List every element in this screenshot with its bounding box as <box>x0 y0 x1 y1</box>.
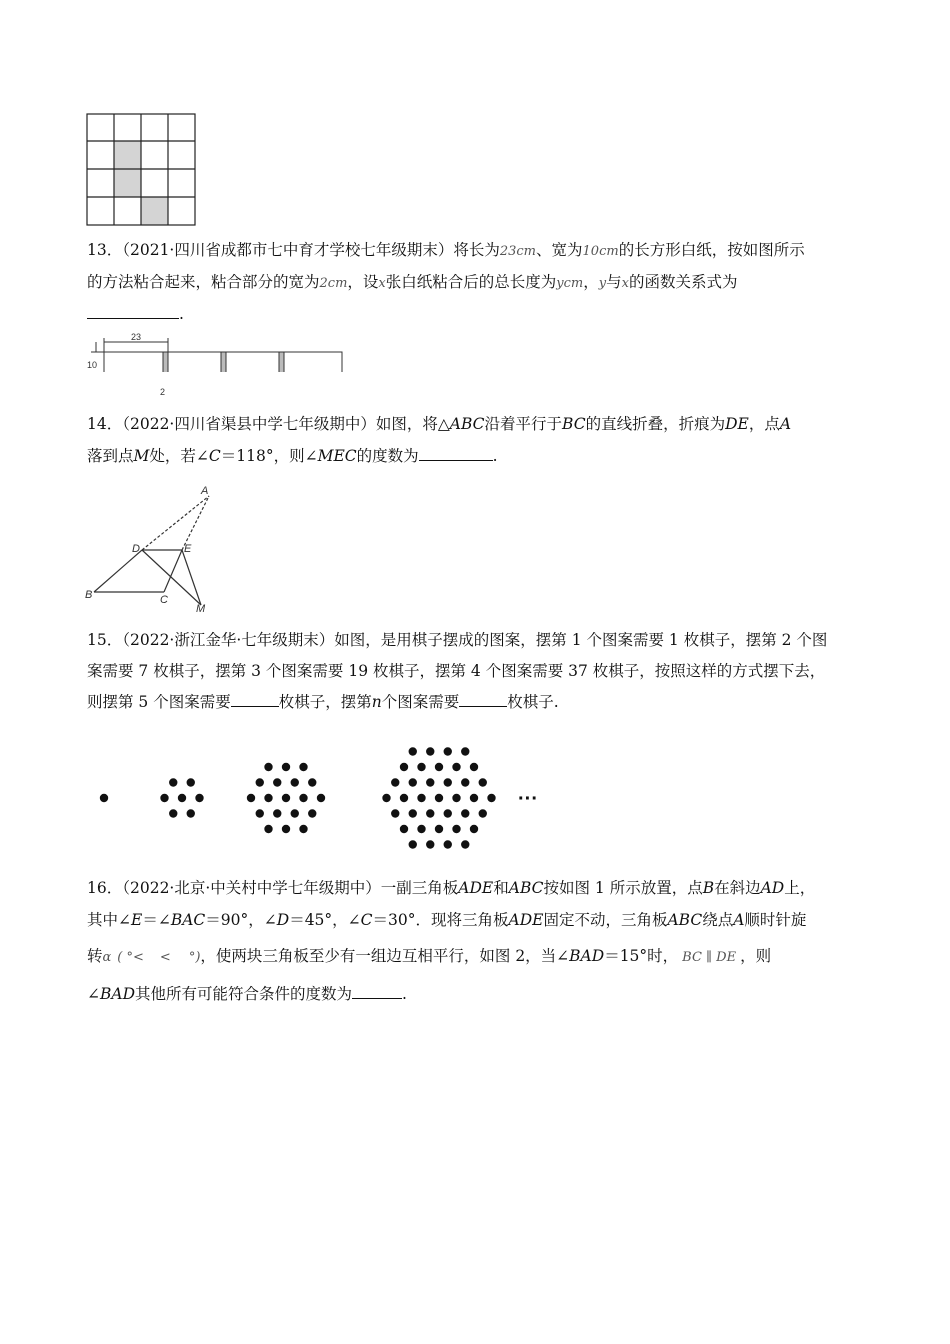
stone-dot <box>382 794 390 802</box>
stone-dot <box>444 747 452 755</box>
stone-dot <box>452 794 460 802</box>
answer-blank[interactable] <box>87 304 179 319</box>
stone-dot <box>400 825 408 833</box>
q13-line-3: . <box>87 304 184 324</box>
stone-dot <box>291 778 299 786</box>
grid-figure <box>86 113 198 227</box>
stone-dot <box>299 763 307 771</box>
stone-dot <box>479 809 487 817</box>
point-D-label: D <box>132 543 140 555</box>
answer-blank[interactable] <box>419 446 493 461</box>
stone-dot <box>299 794 307 802</box>
ellipsis: ··· <box>518 788 538 810</box>
stone-dot <box>169 778 177 786</box>
stone-dot <box>461 809 469 817</box>
q14-line-1: 14．（2022·四川省渠县中学七年级期中）如图，将△ABC沿着平行于BC的直线折叠，折痕为DE，点A <box>87 415 792 433</box>
stone-dot <box>282 763 290 771</box>
stone-dot <box>409 840 417 848</box>
stone-dot <box>400 763 408 771</box>
q13-width: 10cm <box>582 244 619 259</box>
q16-line-4: ∠BAD其他所有可能符合条件的度数为 . <box>87 985 407 1003</box>
stone-dot <box>299 825 307 833</box>
stone-dot <box>256 778 264 786</box>
stone-dot <box>417 825 425 833</box>
stone-dot <box>308 778 316 786</box>
stone-dot <box>470 763 478 771</box>
q14-number: 14． <box>87 415 123 433</box>
stone-dot <box>417 763 425 771</box>
glue-label: 2 <box>160 387 166 397</box>
stone-dot <box>291 809 299 817</box>
q13-line-2: 的方法粘合起来，粘合部分的宽为2cm，设x张白纸粘合后的总长度为ycm，y与x的函数关系式为 <box>87 273 738 291</box>
stone-dot <box>273 809 281 817</box>
q16-number: 16． <box>87 879 123 897</box>
stone-dot <box>264 825 272 833</box>
q13-number: 13． <box>87 241 123 259</box>
stone-dot <box>470 825 478 833</box>
q16-line-2: 其中∠E＝∠BAC＝90°，∠D＝45°，∠C＝30°．现将三角板ADE固定不动，三角板ABC绕点A顺时针旋 <box>87 911 807 929</box>
q13-length: 23cm <box>499 244 537 259</box>
stone-dot <box>461 778 469 786</box>
answer-blank[interactable] <box>231 692 279 707</box>
stone-dot <box>169 809 177 817</box>
stone-dot <box>452 763 460 771</box>
answer-blank[interactable] <box>352 984 402 999</box>
stone-dot <box>409 809 417 817</box>
stone-dot <box>282 794 290 802</box>
stone-dot <box>195 794 203 802</box>
stone-dot <box>391 809 399 817</box>
stone-dot <box>435 763 443 771</box>
stone-dot <box>470 794 478 802</box>
stone-dot <box>308 809 316 817</box>
stone-dot <box>282 825 290 833</box>
stone-dot <box>178 794 186 802</box>
stone-dot <box>100 794 108 802</box>
stone-dot <box>317 794 325 802</box>
stone-dot <box>461 840 469 848</box>
q15-line-3: 则摆第 5 个图案需要 枚棋子，摆第n个图案需要 枚棋子. <box>87 693 559 711</box>
q15-line-1: 15．（2022·浙江金华·七年级期末）如图，是用棋子摆成的图案，摆第 1 个图案需要 1 枚棋子，摆第 2 个图 <box>87 631 828 649</box>
q14-line-2: 落到点M处，若∠C＝118°，则∠MEC的度数为 . <box>87 447 498 465</box>
stone-dot <box>273 778 281 786</box>
width-label: 10 <box>87 360 98 370</box>
stone-dot <box>426 809 434 817</box>
stone-dot <box>461 747 469 755</box>
q15-number: 15． <box>87 631 123 649</box>
point-C-label: C <box>160 594 168 606</box>
stone-dot <box>160 794 168 802</box>
stone-dot <box>264 763 272 771</box>
stone-dot <box>479 778 487 786</box>
answer-blank[interactable] <box>459 692 507 707</box>
stone-patterns-figure <box>90 732 560 864</box>
q16-line-1: 16．（2022·北京·中关村中学七年级期中）一副三角板ADE和ABC按如图 1 所示放置，点B在斜边AD上， <box>87 879 816 897</box>
point-A-label: A <box>201 485 209 497</box>
length-label: 23 <box>130 332 142 342</box>
stone-dot <box>187 809 195 817</box>
stone-dot <box>435 825 443 833</box>
stone-dot <box>247 794 255 802</box>
point-M-label: M <box>196 603 206 614</box>
stone-dot <box>409 747 417 755</box>
point-E-label: E <box>184 543 192 555</box>
stone-dot <box>426 747 434 755</box>
stone-dot <box>391 778 399 786</box>
stone-dot <box>187 778 195 786</box>
stone-dot <box>417 794 425 802</box>
stone-dot <box>264 794 272 802</box>
stone-dot <box>256 809 264 817</box>
stone-dot <box>444 778 452 786</box>
point-B-label: B <box>85 589 93 601</box>
shaded-cell <box>141 197 168 225</box>
stone-dot <box>400 794 408 802</box>
q15-line-2: 案需要 7 枚棋子，摆第 3 个图案需要 19 枚棋子，摆第 4 个图案需要 37 枚棋子，按照这样的方式摆下去， <box>87 662 826 680</box>
stone-dot <box>435 794 443 802</box>
q13-line-1: 13．（2021·四川省成都市七中育才学校七年级期末）将长为23cm、宽为10cm的长方形白纸，按如图所示 <box>87 241 805 259</box>
stone-dot <box>426 840 434 848</box>
stone-dot <box>426 778 434 786</box>
stone-dot <box>409 778 417 786</box>
stone-dot <box>452 825 460 833</box>
shaded-cell <box>114 169 141 197</box>
stone-dot <box>444 809 452 817</box>
paper-strips-figure <box>86 330 348 372</box>
stone-dot <box>487 794 495 802</box>
shaded-cell <box>114 141 141 169</box>
q16-line-3: 转α ( °< < °)，使两块三角板至少有一组边互相平行，如图 2，当∠BAD＝15°时， BC ∥ DE ，则 <box>87 947 772 965</box>
triangle-fold-figure <box>84 482 219 614</box>
stone-dot <box>444 840 452 848</box>
